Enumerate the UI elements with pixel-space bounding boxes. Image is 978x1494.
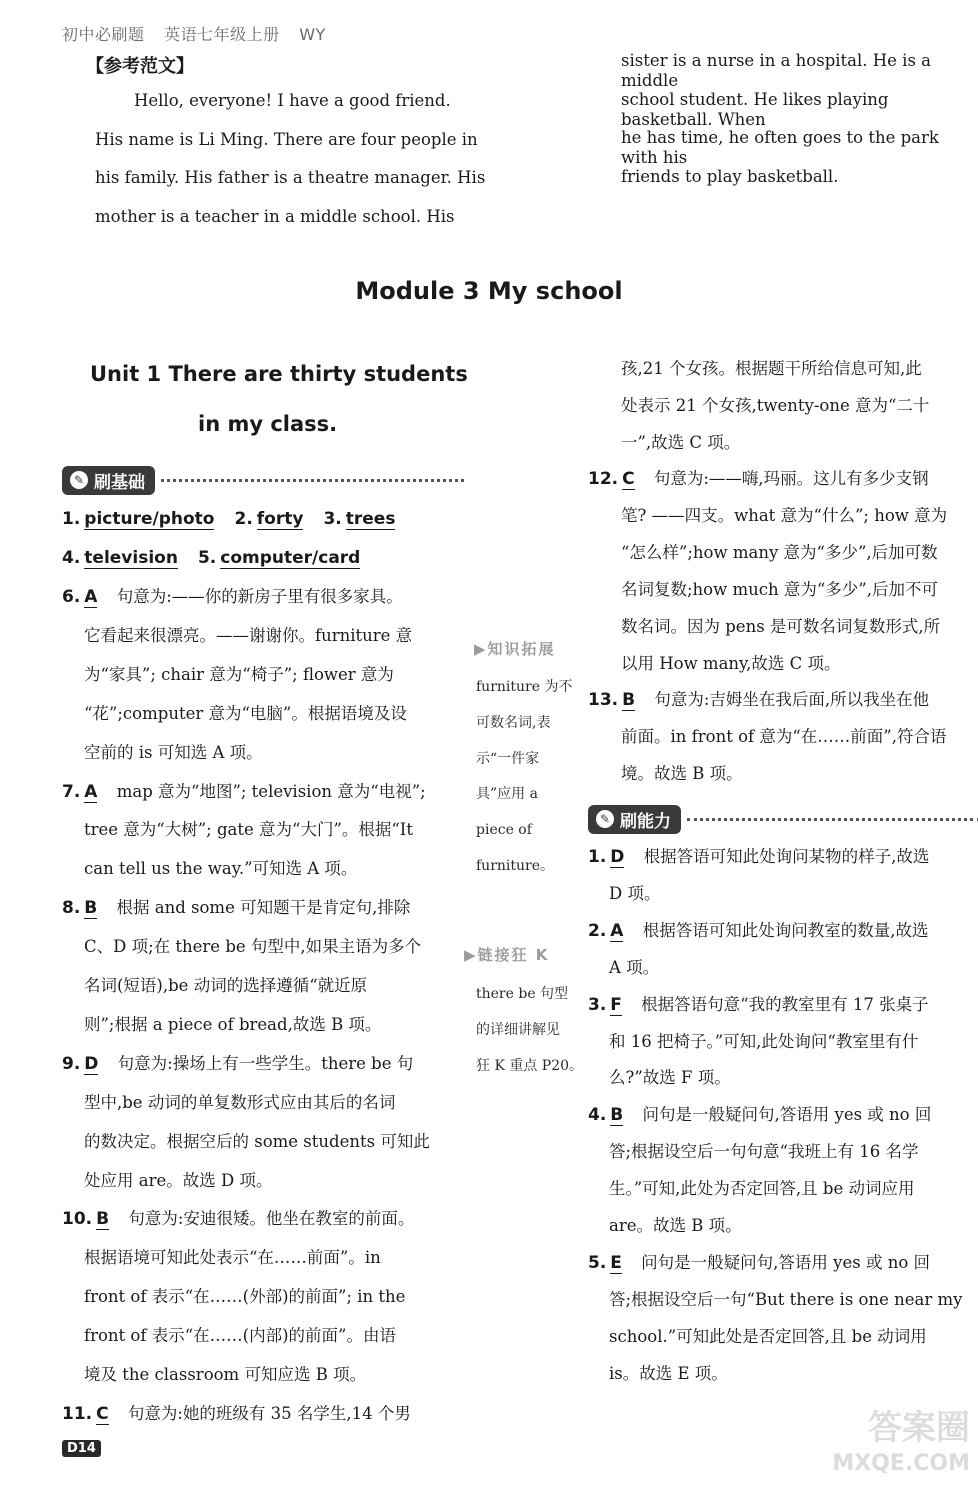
explanation-line: 前面。in front of 意为“在……前面”,符合语: [621, 727, 947, 747]
band-basic-label: 刷基础: [94, 472, 145, 493]
question-answer: B: [622, 690, 636, 711]
question-answer: C: [96, 1403, 109, 1424]
explanation-line: 名词复数;how much 意为“多少”,后加不可: [621, 579, 938, 599]
section-band-ability: [588, 804, 978, 834]
explanation-line: 境及 the classroom 可知应选 B 项。: [84, 1365, 367, 1384]
note-knowledge-heading: ▶知识拓展: [474, 640, 556, 658]
question-number: 6.: [62, 587, 81, 607]
question-item: [62, 1402, 411, 1426]
module-title: Module 3 My school: [355, 277, 623, 305]
explanation-line: 处表示 21 个女孩,twenty-one 意为“二十: [621, 395, 930, 415]
question-number: 5.: [588, 1252, 607, 1273]
question-item: [62, 780, 426, 804]
question-explanation: 句意为:她的班级有 35 名学生,14 个男: [122, 1403, 411, 1423]
question-answer: A: [610, 920, 624, 941]
note-line: 示“一件家: [476, 750, 540, 767]
explanation-line: tree 意为“大树”; gate 意为“大门”。根据“It: [84, 820, 413, 840]
question-item: [62, 1207, 414, 1231]
explanation-line: school.”可知此处是否定回答,且 be 动词用: [609, 1326, 927, 1346]
note-line: 具”应用 a: [476, 786, 538, 803]
explanation-line: 以用 How many,故选 C 项。: [621, 653, 841, 673]
answer-text: television: [84, 548, 178, 568]
question-number: 2.: [234, 509, 253, 529]
question-item: [62, 1052, 413, 1076]
question-answer: C: [622, 469, 635, 489]
explanation-line: “怎么样”;how many 意为“多少”,后加可数: [621, 542, 938, 562]
question-explanation: map 意为“地图”; television 意为“电视”;: [111, 781, 426, 801]
question-explanation: 句意为:安迪很矮。他坐在教室的前面。: [123, 1209, 415, 1229]
explanation-line: 它看起来很漂亮。——谢谢你。furniture 意: [84, 625, 413, 645]
answer-text: picture/photo: [84, 509, 215, 529]
band-dotted-rule: [687, 818, 978, 821]
question-number: 11.: [62, 1403, 93, 1424]
explanation-line: front of 表示“在……(内部)的前面”。由语: [84, 1326, 396, 1346]
band-ability-label: 刷能力: [620, 811, 671, 832]
question-number: 4.: [588, 1105, 607, 1126]
question-answer: B: [84, 898, 98, 919]
note-line: 的详细讲解见: [476, 1021, 560, 1038]
explanation-line: 则”;根据 a piece of bread,故选 B 项。: [84, 1014, 382, 1034]
explanation-line: 的数决定。根据空后的 some students 可知此: [84, 1131, 430, 1151]
fill-answers-row1: [62, 507, 415, 531]
question-number: 7.: [62, 781, 81, 802]
pencil-icon: ✎: [596, 810, 614, 828]
note-link-heading: ▶链接狂 K: [464, 946, 550, 964]
header-edition: WY: [299, 25, 326, 44]
explanation-line: front of 表示“在……(外部)的前面”; in the: [84, 1287, 406, 1307]
note-line: piece of: [476, 822, 532, 839]
note-line: 狂 K 重点 P20。: [476, 1057, 584, 1074]
question-number: 4.: [62, 548, 81, 568]
question-answer: B: [610, 1105, 624, 1126]
essay-line: his family. His father is a theatre manager. His: [95, 168, 486, 188]
explanation-line: 和 16 把椅子。”可知,此处询问“教室里有什: [609, 1031, 919, 1051]
question-explanation: 句意为:——嗨,玛丽。这儿有多少支钢: [648, 469, 929, 488]
question-number: 12.: [588, 469, 619, 489]
question-number: 13.: [588, 690, 619, 711]
note-line: furniture 为不: [476, 679, 573, 695]
answer-text: forty: [256, 509, 304, 529]
answer-text: computer/card: [220, 548, 361, 568]
essay-line: Hello, everyone! I have a good friend.: [134, 91, 451, 110]
question-item: [62, 896, 410, 920]
explanation-line: A 项。: [609, 957, 660, 977]
question-number: 8.: [62, 898, 81, 919]
question-number: 10.: [62, 1209, 93, 1230]
explanation-line: “花”;computer 意为“电脑”。根据语境及设: [84, 703, 407, 723]
band-badge-basic: [62, 466, 155, 495]
question-number: 5.: [197, 548, 217, 568]
explanation-line: 生。”可知,此处为否定回答,且 be 动词应用: [609, 1179, 915, 1199]
question-explanation: 根据 and some 可知题干是肯定句,排除: [111, 898, 411, 918]
question-answer: D: [610, 847, 625, 867]
question-explanation: 句意为:——你的新房子里有很多家具。: [111, 587, 403, 606]
question-item: [588, 845, 929, 869]
question-explanation: 根据答语句意“我的教室里有 17 张桌子: [635, 994, 929, 1014]
explanation-line: 境。故选 B 项。: [621, 764, 743, 784]
page-number: D14: [62, 1440, 101, 1457]
question-number: 3.: [323, 509, 342, 529]
question-item: [588, 688, 929, 712]
question-answer: A: [84, 587, 98, 607]
note-line: furniture。: [476, 858, 555, 874]
answer-text: trees: [345, 509, 396, 529]
essay-line: friends to play basketball.: [621, 167, 839, 187]
essay-line: school student. He likes playing basketball. When: [621, 89, 889, 129]
unit-title-line1: Unit 1 There are thirty students: [90, 362, 468, 386]
question-explanation: 问句是一般疑问句,答语用 yes 或 no 回: [637, 1105, 932, 1125]
explanation-line: 为“家具”; chair 意为“椅子”; flower 意为: [84, 664, 394, 684]
question-item: [588, 1251, 930, 1275]
question-number: 2.: [588, 920, 607, 941]
question-item: [588, 1103, 931, 1127]
note-line: 可数名词,表: [476, 714, 551, 731]
header-series: 初中必刷题: [62, 25, 145, 44]
note-line: there be 句型: [476, 986, 569, 1002]
section-band-basic: [62, 465, 464, 495]
explanation-line: 孩,21 个女孩。根据题干所给信息可知,此: [621, 359, 922, 378]
explanation-line: 数名词。因为 pens 是可数名词复数形式,所: [621, 616, 941, 636]
pencil-icon: ✎: [70, 471, 88, 489]
explanation-line: 型中,be 动词的单复数形式应由其后的名词: [84, 1092, 396, 1112]
question-item: [588, 993, 929, 1017]
essay-title: 【参考范文】: [86, 56, 194, 77]
question-explanation: 句意为:吉姆坐在我后面,所以我坐在他: [649, 690, 930, 710]
explanation-line: are。故选 B 项。: [609, 1216, 742, 1235]
explanation-line: 答;根据设空后一句“But there is one near my: [609, 1289, 963, 1309]
question-explanation: 根据答语可知此处询问某物的样子,故选: [638, 847, 930, 866]
essay-line: His name is Li Ming. There are four people in: [95, 129, 478, 149]
explanation-line: is。故选 E 项。: [609, 1363, 728, 1383]
explanation-line: 根据语境可知此处表示“在……前面”。in: [84, 1248, 381, 1268]
question-item: [62, 585, 403, 609]
essay-line: mother is a teacher in a middle school. His: [95, 207, 455, 227]
question-explanation: 问句是一般疑问句,答语用 yes 或 no 回: [635, 1252, 931, 1272]
question-explanation: 句意为:操场上有一些学生。there be 句: [112, 1053, 414, 1073]
explanation-line: 一”,故选 C 项。: [621, 432, 741, 452]
header-subject: 英语七年级上册: [164, 25, 280, 44]
question-number: 3.: [588, 994, 607, 1015]
question-explanation: 根据答语可知此处询问教室的数量,故选: [637, 920, 929, 940]
essay-line: he has time, he often goes to the park with his: [621, 128, 939, 168]
question-answer: E: [610, 1252, 622, 1273]
explanation-line: can tell us the way.”可知选 A 项。: [84, 859, 358, 879]
explanation-line: 答;根据设空后一句句意“我班上有 16 名学: [609, 1142, 919, 1162]
fill-answers-row2: [62, 546, 380, 570]
band-dotted-rule: [161, 479, 464, 482]
running-header: [62, 22, 340, 45]
unit-title-line2: in my class.: [198, 412, 338, 436]
explanation-line: 名词(短语),be 动词的选择遵循“就近原: [84, 976, 368, 995]
band-badge-ability: [588, 805, 681, 834]
explanation-line: D 项。: [609, 883, 661, 903]
question-number: 9.: [62, 1053, 81, 1074]
question-item: [588, 919, 928, 943]
question-answer: F: [610, 994, 622, 1015]
explanation-line: C、D 项;在 there be 句型中,如果主语为多个: [84, 937, 422, 957]
question-item: [588, 467, 929, 491]
explanation-line: 么?”故选 F 项。: [609, 1068, 731, 1088]
essay-line: sister is a nurse in a hospital. He is a middle: [621, 51, 931, 90]
question-answer: B: [96, 1209, 110, 1230]
explanation-line: 空前的 is 可知选 A 项。: [84, 742, 263, 762]
watermark: [832, 1410, 970, 1482]
watermark-line1: 答案圈: [868, 1408, 970, 1448]
watermark-line2: MXQE.COM: [832, 1451, 970, 1476]
question-number: 1.: [62, 509, 81, 529]
question-answer: D: [84, 1053, 99, 1074]
question-number: 1.: [588, 847, 607, 867]
question-answer: A: [84, 781, 98, 802]
explanation-line: 处应用 are。故选 D 项。: [84, 1170, 273, 1190]
explanation-line: 笔? ——四支。what 意为“什么”; how 意为: [621, 505, 948, 525]
